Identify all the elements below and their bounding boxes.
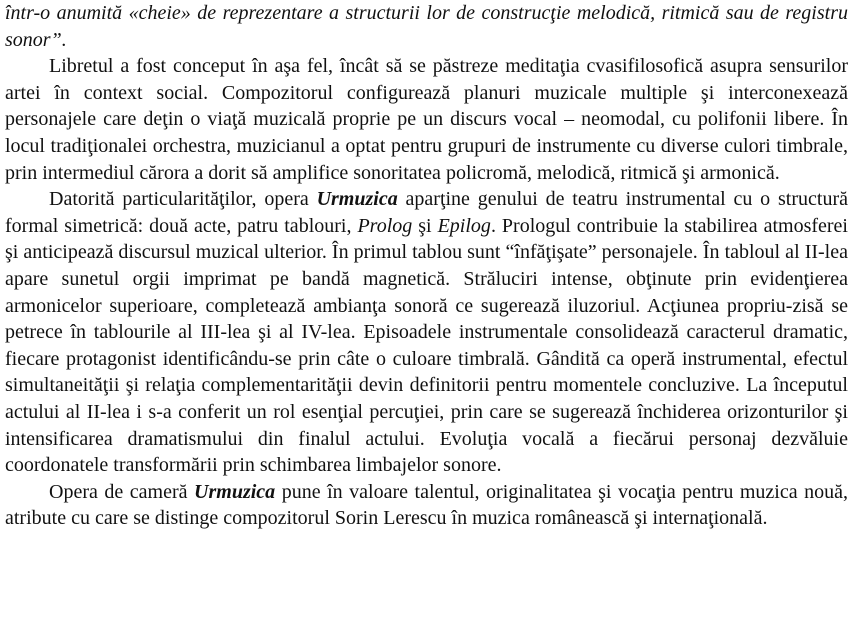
opera-title: Urmuzica: [194, 480, 276, 503]
document-page: [5, 0, 848, 532]
conclusion-paragraph: [5, 479, 848, 532]
structure-paragraph: [5, 186, 848, 479]
structure-text-c: şi: [412, 214, 438, 237]
conclusion-text-b: pune în valoare talentul, originalitatea şi vocaţia pentru muzica nouă, atribute cu care se distinge compozitorul Sorin Lerescu în muzica românească şi internaţională.: [5, 480, 848, 530]
structure-text-a: Datorită particularităţilor, opera: [49, 188, 317, 211]
structure-text-d: . Prologul contribuie la stabilirea atmosferei şi anticipează discursul muzical ulterior. În primul tablou sunt “înfăţişate” personajele. În tabloul al II-lea apare sunetul orgii imprimat pe bandă magnetică. Străluciri intense, obţinute prin evidenţierea armonicelor superioare, completează ambianţa sonoră ce sugerează iluzoriul. Acţiunea propriu-zisă se petrece în tablourile al III-lea şi al IV-lea. Episoadele instrumentale consolidează caracterul dramatic, fiecare protagonist identificându-se prin câte o culoare timbrală. Gândită ca operă instrumental, efectul simultaneităţii şi relaţia complementarităţii devin definitorii pentru momentele concluzive. La începutul actului al II-lea i s-a conferit un rol esenţial percuţiei, prin care se sugerează închiderea orizonturilor şi intensificarea dramatismului din finalul actului. Evoluţia vocală a fiecărui personaj dezvăluie coordonatele transformării prin schimbarea limbajelor sonore.: [5, 214, 848, 477]
libretto-paragraph: Libretul a fost conceput în aşa fel, încât să se păstreze meditaţia cvasifilosofică asupra sensurilor artei în context social. Compozitorul configurează planuri muzicale multiple şi interconexează personajele care deţin o viaţă muzicală proprie pe un discurs vocal – neomodal, cu polifonii libere. În locul tradiţionalei orchestra, muzicianul a optat pentru grupuri de instrumente cu diverse culori timbrale, prin intermediul cărora a dorit să amplifice sonoritatea policromă, melodică, ritmică şi armonică.: [5, 55, 848, 184]
conclusion-text-a: Opera de cameră: [49, 480, 195, 503]
quote-continuation-paragraph: într-o anumită «cheie» de reprezentare a structurii lor de construcţie melodică, ritmică sau de registru sonor”.: [5, 2, 848, 51]
epilog-term: Epilog: [437, 214, 491, 237]
prolog-term: Prolog: [357, 214, 413, 237]
opera-title: Urmuzica: [316, 188, 398, 211]
structure-text-b: aparţine genului de teatru instrumental cu o structură formal simetrică: două acte, patru tablouri,: [5, 188, 848, 237]
